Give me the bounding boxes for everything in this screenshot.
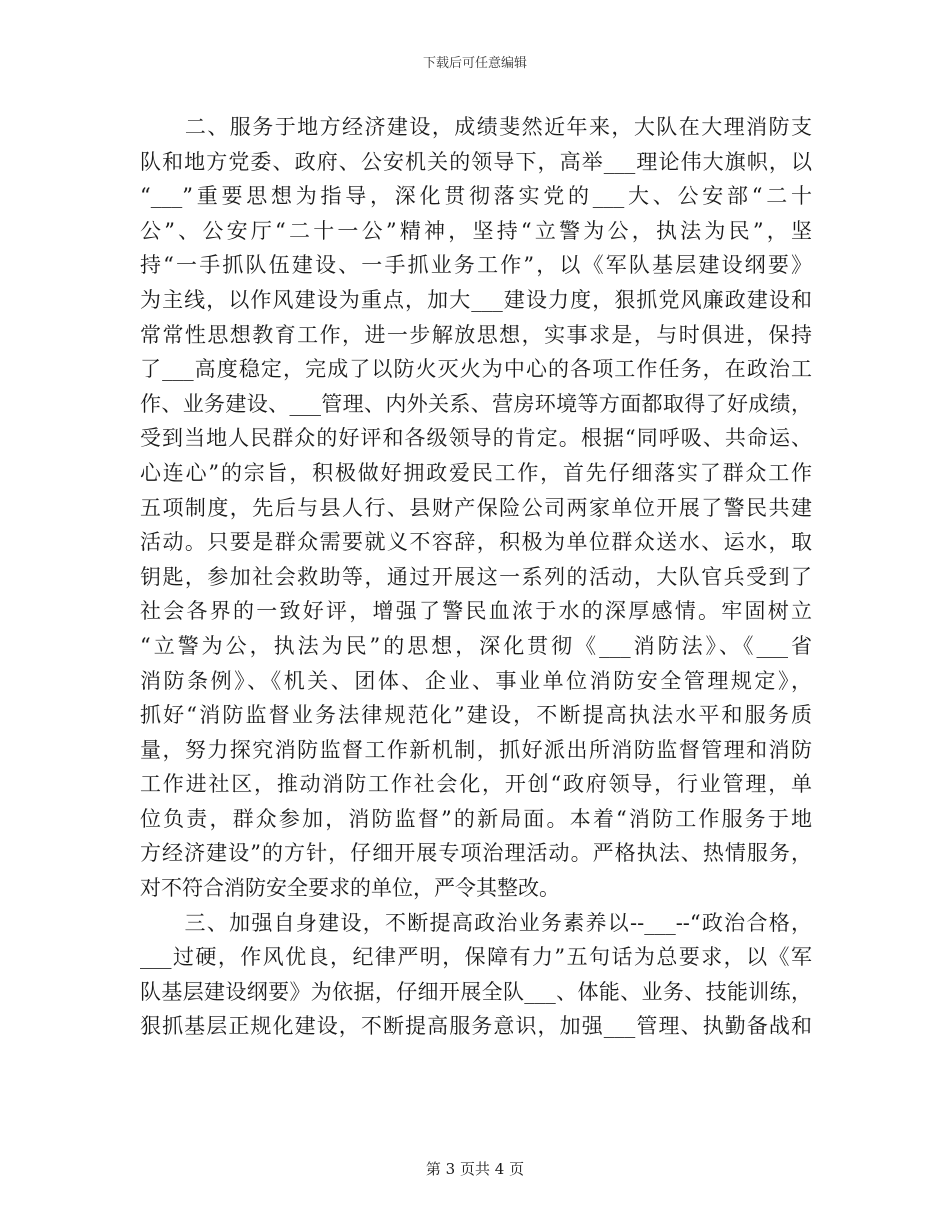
body-text: [140, 110, 812, 1044]
body-line: 队和地方党委、政府、公安机关的领导下，高举___理论伟大旗帜，以: [140, 149, 812, 174]
body-line: 位负责，群众参加，消防监督”的新局面。本着“消防工作服务于地: [140, 806, 812, 831]
body-line: 对不符合消防安全要求的单位，严令其整改。: [140, 876, 560, 901]
body-line: “___”重要思想为指导，深化贯彻落实党的___大、公安部“二十: [140, 184, 812, 209]
body-line: 抓好“消防监督业务法律规范化”建设，不断提高执法水平和服务质: [140, 703, 812, 728]
body-line: 五项制度，先后与县人行、县财产保险公司两家单位开展了警民共建: [140, 495, 812, 520]
body-line: 了___高度稳定，完成了以防火灭火为中心的各项工作任务，在政治工: [140, 357, 812, 382]
body-line: 钥匙，参加社会救助等，通过开展这一系列的活动，大队官兵受到了: [140, 564, 812, 589]
body-line: 狠抓基层正规化建设，不断提高服务意识，加强___管理、执勤备战和: [140, 1014, 812, 1039]
body-line: 活动。只要是群众需要就义不容辞，积极为单位群众送水、运水，取: [140, 530, 812, 555]
body-line: 为主线，以作风建设为重点，加大___建设力度，狠抓党风廉政建设和: [140, 287, 812, 312]
body-line: 队基层建设纲要》为依据，仔细开展全队___、体能、业务、技能训练，: [140, 979, 812, 1004]
body-line: 量，努力探究消防监督工作新机制，抓好派出所消防监督管理和消防: [140, 737, 812, 762]
body-line: 持“一手抓队伍建设、一手抓业务工作”，以《军队基层建设纲要》: [140, 253, 812, 278]
body-line: 社会各界的一致好评，增强了警民血浓于水的深厚感情。牢固树立: [140, 599, 812, 624]
body-line: ___过硬，作风优良，纪律严明，保障有力”五句话为总要求，以《军: [140, 945, 812, 970]
body-line: 心连心”的宗旨，积极做好拥政爱民工作，首先仔细落实了群众工作: [140, 460, 812, 485]
body-line: 消防条例》、《机关、团体、企业、事业单位消防安全管理规定》，: [140, 668, 812, 693]
page-footer: 第 3 页共 4 页: [425, 1160, 525, 1178]
body-line: 公”、公安厅“二十一公”精神，坚持“立警为公，执法为民”，坚: [140, 218, 812, 243]
body-line: 常常性思想教育工作，进一步解放思想，实事求是，与时俱进，保持: [140, 322, 812, 347]
body-line: 工作进社区，推动消防工作社会化，开创“政府领导，行业管理，单: [140, 772, 812, 797]
body-line: 方经济建设”的方针，仔细开展专项治理活动。严格执法、热情服务，: [140, 841, 812, 866]
body-line: 二、服务于地方经济建设，成绩斐然近年来，大队在大理消防支: [140, 115, 812, 139]
body-line: “立警为公，执法为民”的思想，深化贯彻《___消防法》、《___省: [140, 633, 812, 658]
body-line: 受到当地人民群众的好评和各级领导的肯定。根据“同呼吸、共命运、: [140, 426, 812, 451]
body-line: 作、业务建设、___管理、内外关系、营房环境等方面都取得了好成绩，: [140, 391, 812, 416]
page-header: 下载后可任意编辑: [422, 56, 527, 71]
body-line: 三、加强自身建设，不断提高政治业务素养以--___--“政治合格，: [140, 910, 812, 935]
